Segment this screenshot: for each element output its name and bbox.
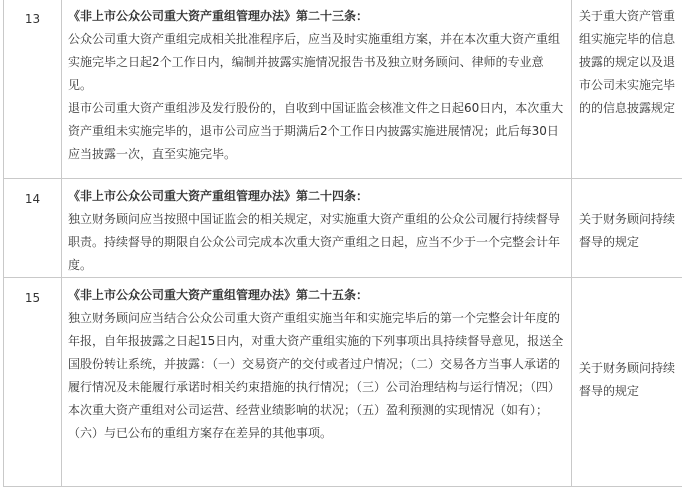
row-number-cell — [4, 179, 62, 278]
note-text: 关于重大资产管重组实施完毕的信息披露的规定以及退市公司未实施完毕的的信息披露规定 — [579, 9, 675, 115]
row-number: 13 — [4, 0, 61, 31]
article-paragraph: 独立财务顾问应当结合公众公司重大资产重组实施当年和实施完毕后的第一个完整会计年度的年报，自年报披露之日起15日内，对重大资产重组实施的下列事项出具持续督导意见，报送全国股份转让系统，并披露：（一）交易资产的交付或者过户情况；（二）交易各方当事人承诺的履行情况及未能履行承诺时相关约束措施的执行情况；（三）公司治理结构与运行情况；（四）本次重大资产重组对公司运营、经营业绩影响的状况；（五）盈利预测的实现情况（如有）；（六）与已公布的重组方案存在差异的其他事项。 — [68, 307, 567, 445]
regulation-text-cell — [62, 179, 572, 278]
article-title: 《非上市公众公司重大资产重组管理办法》第二十四条： — [68, 185, 567, 208]
note-cell — [572, 0, 682, 179]
table-row — [4, 179, 682, 278]
article-title: 《非上市公众公司重大资产重组管理办法》第二十五条： — [68, 284, 567, 307]
table-row — [4, 0, 682, 179]
article-paragraph: 公众公司重大资产重组完成相关批准程序后，应当及时实施重组方案，并在本次重大资产重组实施完毕之日起2个工作日内，编制并披露实施情况报告书及独立财务顾问、律师的专业意见。 — [68, 28, 567, 97]
note-text: 关于财务顾问持续督导的规定 — [579, 212, 675, 249]
regulation-text-cell — [62, 278, 572, 487]
row-number-cell — [4, 0, 62, 179]
note-cell — [572, 278, 682, 487]
row-number: 14 — [4, 179, 61, 211]
row-number: 15 — [4, 278, 61, 310]
article-paragraph: 独立财务顾问应当按照中国证监会的相关规定，对实施重大资产重组的公众公司履行持续督导职责。持续督导的期限自公众公司完成本次重大资产重组之日起，应当不少于一个完整会计年度。 — [68, 208, 567, 277]
row-number-cell — [4, 278, 62, 487]
note-cell — [572, 179, 682, 278]
article-paragraph: 退市公司重大资产重组涉及发行股份的，自收到中国证监会核准文件之日起60日内，本次重大资产重组未实施完毕的，退市公司应当于期满后2个工作日内披露实施进展情况；此后每30日应当披露一次，直至实施完毕。 — [68, 97, 567, 166]
article-title: 《非上市公众公司重大资产重组管理办法》第二十三条： — [68, 5, 567, 28]
regulation-table — [3, 0, 682, 487]
regulation-text-cell — [62, 0, 572, 179]
note-text: 关于财务顾问持续督导的规定 — [579, 361, 675, 398]
table-row — [4, 278, 682, 487]
